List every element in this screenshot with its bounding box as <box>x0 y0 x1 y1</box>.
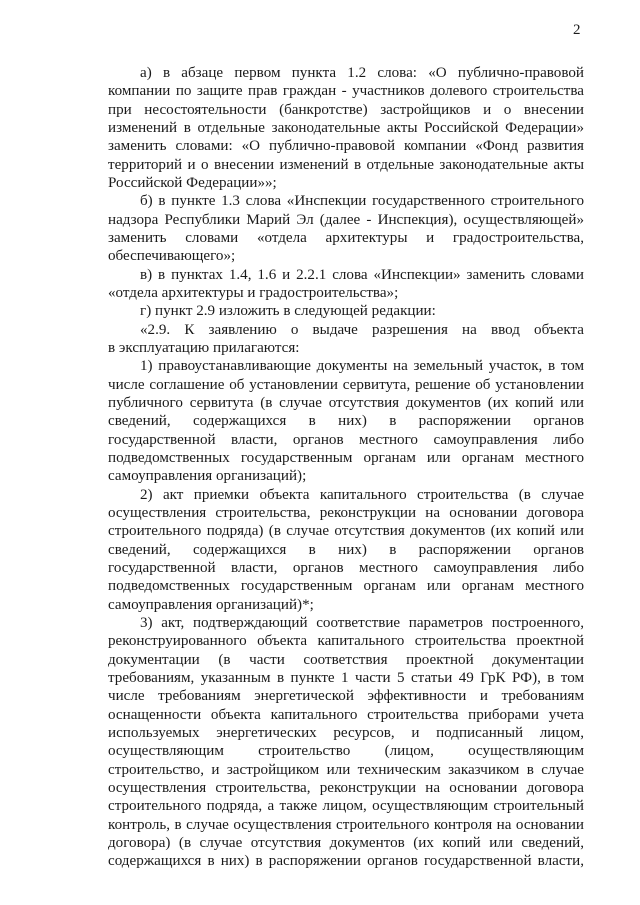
text-line: сведений, содержащихся в них) в распоряжении органов <box>108 413 584 430</box>
text-line: в эксплуатацию прилагаются: <box>108 339 300 356</box>
text-line: подведомственных государственным органам или органам местного <box>108 449 584 466</box>
text-line: 2) акт приемки объекта капитального строительства (в случае <box>140 486 584 503</box>
text-line: государственной власти, органов местного самоуправления либо <box>108 559 584 576</box>
text-line: оснащенности объекта капитального строительства приборами учета <box>108 706 584 723</box>
text-line: документации (в части соответствия проектной документации <box>108 651 584 668</box>
text-line: компании по защите прав граждан - участников долевого строительства <box>108 83 584 100</box>
text-line: 1) правоустанавливающие документы на земельный участок, в том <box>140 358 584 375</box>
text-line: требованиям, указанным в пункте 1 части 5 статьи 49 ГрК РФ), в том <box>108 669 584 686</box>
text-line: самоуправления организаций); <box>108 468 307 485</box>
text-line: осуществляющим строительство (лицом, осуществляющим <box>108 743 584 760</box>
text-line: контроль, в случае осуществления строительного контроля на основании <box>108 816 584 833</box>
text-line: подведомственных государственным органам или органам местного <box>108 578 584 595</box>
text-line: надзора Республики Марий Эл (далее - Инспекция), осуществляющей» <box>108 211 584 228</box>
text-line: числе соглашение об установлении сервитута, решение об установлении <box>108 376 584 393</box>
text-line: самоуправления организаций)*; <box>108 596 314 613</box>
text-line: строительство, и застройщиком или техническим заказчиком в случае <box>108 761 584 778</box>
text-line: публичного сервитута (в случае отсутствия документов (их копий или <box>108 394 584 411</box>
text-line: г) пункт 2.9 изложить в следующей редакции: <box>140 303 436 320</box>
text-line: «2.9. К заявлению о выдаче разрешения на ввод объекта <box>140 321 584 338</box>
text-line: реконструированного объекта капитального строительства проектной <box>108 633 584 650</box>
text-line: заменить словами «отдела архитектуры и градостроительства, <box>108 229 584 246</box>
text-line: при несостоятельности (банкротстве) застройщиков и о внесении <box>108 101 584 118</box>
text-line: договора) (в случае отсутствия документов (их копий или сведений, <box>108 834 584 851</box>
page-number: 2 <box>573 22 581 38</box>
text-line: содержащихся в них) в распоряжении органов государственной власти, <box>108 853 584 870</box>
text-line: заменить словами: «О публично-правовой компании «Фонд развития <box>108 138 584 155</box>
text-line: осуществления строительства, реконструкции на основании договора <box>108 504 584 521</box>
text-line: строительного подряда, а также лицом, осуществляющим строительный <box>108 798 584 815</box>
text-line: 3) акт, подтверждающий соответствие параметров построенного, <box>140 614 584 631</box>
text-line: изменений в отдельные законодательные акты Российской Федерации» <box>108 119 584 136</box>
text-line: территорий и о внесении изменений в отдельные законодательные акты <box>108 156 584 173</box>
text-line: сведений, содержащихся в них) в распоряжении органов <box>108 541 584 558</box>
text-line: в) в пунктах 1.4, 1.6 и 2.2.1 слова «Инспекции» заменить словами <box>140 266 584 283</box>
text-line: осуществления строительства, реконструкции на основании договора <box>108 779 584 796</box>
text-line: числе требованиям энергетической эффективности и требованиям <box>108 688 584 705</box>
text-line: б) в пункте 1.3 слова «Инспекции государственного строительного <box>140 193 584 210</box>
text-line: Российской Федерации»»; <box>108 174 277 191</box>
text-line: государственной власти, органов местного самоуправления либо <box>108 431 584 448</box>
text-line: используемых энергетических ресурсов, и подписанный лицом, <box>108 724 584 741</box>
text-line: обеспечивающего»; <box>108 248 236 265</box>
text-line: «отдела архитектуры и градостроительства»; <box>108 284 399 301</box>
text-line: строительного подряда) (в случае отсутствия документов (их копий или <box>108 523 584 540</box>
text-line: а) в абзаце первом пункта 1.2 слова: «О публично-правовой <box>140 65 584 81</box>
